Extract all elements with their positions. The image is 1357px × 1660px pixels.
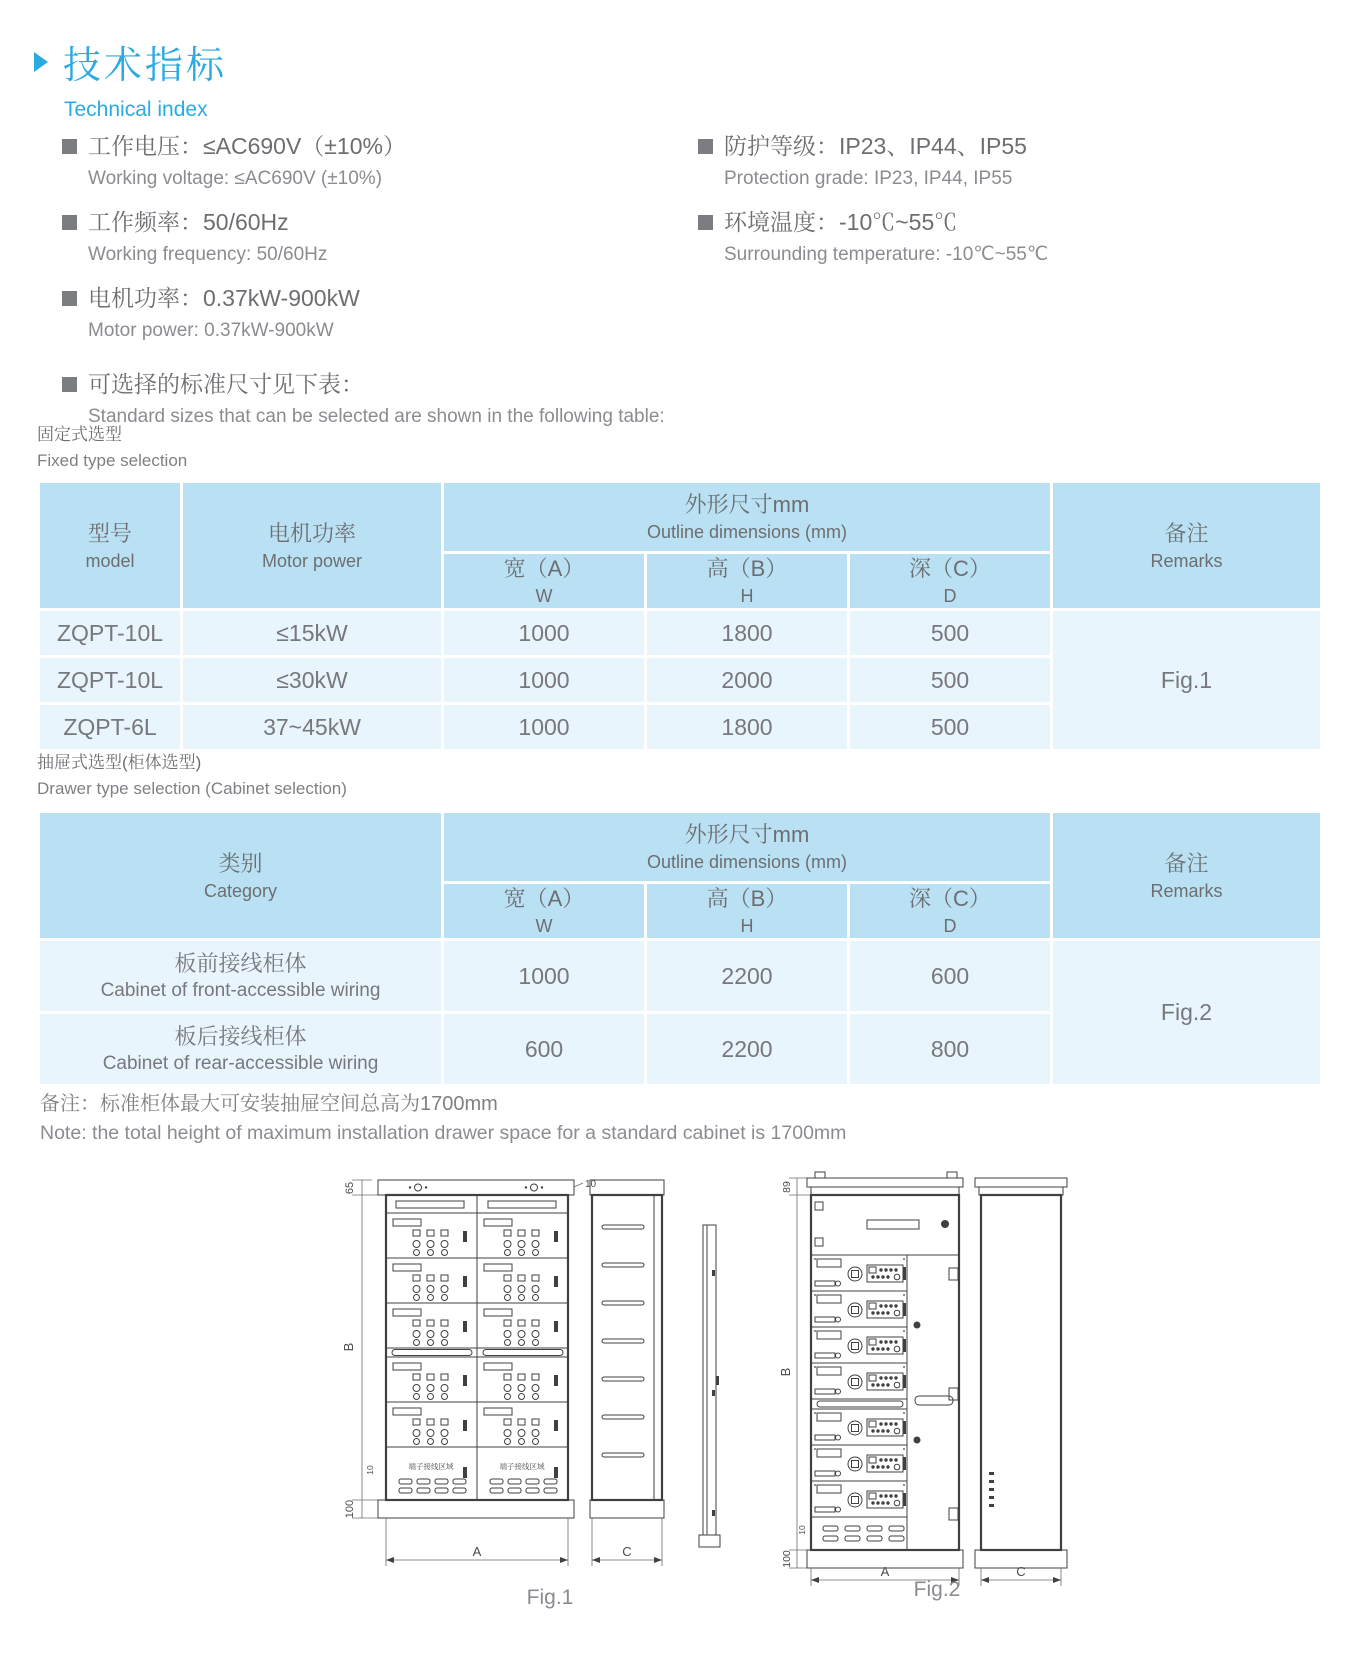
cell-height: 2000 [647, 658, 847, 702]
dim-label: 10 [797, 1525, 807, 1535]
spec-en-text: Working frequency: 50/60Hz [88, 244, 328, 265]
header-cn: 宽（A） [503, 886, 585, 911]
cell-height: 1800 [647, 611, 847, 655]
header-en: D [943, 916, 957, 936]
header-en: Remarks [1150, 550, 1223, 571]
section-title-cn: 固定式选型 [37, 425, 122, 444]
header-cn: 深（C） [909, 886, 991, 911]
header-cn: 备注 [1164, 520, 1209, 546]
section-title-en: Fixed type selection [37, 451, 188, 470]
spec-cn-text: 防护等级：IP23、IP44、IP55 [724, 133, 1027, 159]
header-cn: 类别 [218, 850, 263, 876]
header-en: Category [203, 880, 278, 901]
header-cn: 备注 [1164, 850, 1209, 876]
header-en: H [740, 586, 754, 606]
header-cn: 电机功率 [267, 520, 356, 546]
dim-label: 10 [585, 1179, 597, 1190]
col-header-height [647, 884, 847, 938]
category-en: Cabinet of rear-accessible wiring [102, 1052, 379, 1074]
fig2-drawing [695, 1120, 1080, 1600]
fig2-caption: Fig.2 [913, 1578, 961, 1601]
spec-en-text: Working voltage: ≤AC690V (±10%) [88, 168, 383, 189]
section-title-cn: 抽屉式选型(柜体选型) [37, 753, 202, 772]
spec-list-right [698, 128, 1318, 280]
cell-model: ZQPT-10L [40, 611, 180, 655]
bullet-square-icon [62, 377, 77, 392]
spec-en-text: Motor power: 0.37kW-900kW [88, 320, 334, 341]
spec-cn-text: 可选择的标准尺寸见下表： [88, 371, 364, 397]
header-en: D [943, 586, 957, 606]
bullet-square-icon [62, 291, 77, 306]
col-header-category [40, 813, 441, 938]
cell-remark: Fig.2 [1053, 941, 1320, 1084]
spec-surrounding-temperature [698, 204, 1318, 270]
cell-power: 37~45kW [183, 705, 441, 749]
col-header-remarks [1053, 813, 1320, 938]
cell-power: ≤30kW [183, 658, 441, 702]
cell-depth: 600 [850, 941, 1050, 1011]
cell-depth: 800 [850, 1014, 1050, 1084]
cell-width: 600 [444, 1014, 644, 1084]
bullet-square-icon [698, 215, 713, 230]
spec-cn-text: 环境温度：-10℃~55℃ [724, 209, 958, 235]
cell-depth: 500 [850, 658, 1050, 702]
col-header-depth [850, 554, 1050, 608]
cell-depth: 500 [850, 611, 1050, 655]
dim-label: C [1016, 1564, 1026, 1579]
dim-label: A [880, 1564, 890, 1579]
dim-label: 100 [344, 1499, 356, 1519]
dim-label: 89 [781, 1181, 793, 1193]
fig1-caption: Fig.1 [526, 1586, 574, 1609]
header-en: Motor power [261, 550, 363, 571]
spec-motor-power [62, 280, 682, 346]
header-en: Remarks [1150, 880, 1223, 901]
dim-label: C [622, 1544, 632, 1559]
spec-protection-grade [698, 128, 1318, 194]
header-en: W [535, 916, 553, 936]
col-header-height [647, 554, 847, 608]
page-title: 技术指标 [63, 45, 228, 87]
cell-width: 1000 [444, 705, 644, 749]
dim-label: A [472, 1544, 482, 1559]
header-en: model [85, 550, 135, 571]
dim-label: B [778, 1367, 793, 1377]
cell-category [40, 1014, 441, 1084]
spec-cn-text: 工作电压：≤AC690V（±10%） [88, 133, 406, 159]
col-header-remarks [1053, 483, 1320, 608]
cell-width: 1000 [444, 658, 644, 702]
spec-en-text: Surrounding temperature: -10℃~55℃ [724, 244, 1049, 265]
section-drawer-type [37, 750, 347, 802]
spec-working-frequency [62, 204, 682, 270]
spec-en-text: Standard sizes that can be selected are shown in the following table: [88, 406, 665, 427]
cell-depth: 500 [850, 705, 1050, 749]
dim-label: 100 [781, 1550, 793, 1568]
table-row [40, 941, 1320, 1011]
header-cn: 外形尺寸mm [684, 822, 810, 847]
bullet-square-icon [62, 139, 77, 154]
bullet-square-icon [62, 215, 77, 230]
cell-width: 1000 [444, 941, 644, 1011]
cell-model: ZQPT-10L [40, 658, 180, 702]
header-cn: 深（C） [909, 556, 991, 581]
dim-label: 65 [344, 1181, 356, 1195]
drawer-type-table [37, 810, 1323, 1087]
section-title-en: Drawer type selection (Cabinet selection) [37, 779, 347, 798]
section-arrow-icon [34, 52, 48, 72]
cell-height: 2200 [647, 941, 847, 1011]
note-cn: 备注：标准柜体最大可安装抽屉空间总高为1700mm [40, 1093, 498, 1115]
page-subtitle: Technical index [64, 98, 208, 121]
fig1-drawing: 端子接线区域 65 B 10 100 10 A C [340, 1150, 680, 1590]
header-en: W [535, 586, 553, 606]
table-row [40, 611, 1320, 655]
spec-working-voltage [62, 128, 682, 194]
cell-height: 2200 [647, 1014, 847, 1084]
spec-cn-text: 电机功率：0.37kW-900kW [88, 285, 360, 311]
cell-remark: Fig.1 [1053, 611, 1320, 749]
cell-power: ≤15kW [183, 611, 441, 655]
dim-label: B [341, 1342, 356, 1352]
header-cn: 型号 [87, 520, 132, 546]
header-cn: 高（B） [706, 556, 788, 581]
category-en: Cabinet of front-accessible wiring [100, 979, 381, 1001]
bullet-square-icon [698, 139, 713, 154]
spec-list-left [62, 128, 682, 442]
header-en: H [740, 916, 754, 936]
category-cn: 板后接线柜体 [174, 1023, 307, 1049]
header-en: Outline dimensions (mm) [646, 852, 848, 872]
cell-category [40, 941, 441, 1011]
note-en: Note: the total height of maximum installation drawer space for a standard cabinet is 1700mm [40, 1122, 847, 1144]
spec-en-text: Protection grade: IP23, IP44, IP55 [724, 168, 1013, 189]
col-header-width [444, 554, 644, 608]
cell-model: ZQPT-6L [40, 705, 180, 749]
cell-width: 1000 [444, 611, 644, 655]
col-header-outline-dimensions [444, 813, 1050, 881]
dim-label: 10 [365, 1465, 375, 1475]
header-cn: 外形尺寸mm [684, 492, 810, 517]
col-header-outline-dimensions [444, 483, 1050, 551]
col-header-width [444, 884, 644, 938]
category-cn: 板前接线柜体 [174, 950, 307, 976]
spec-cn-text: 工作频率：50/60Hz [88, 209, 289, 235]
header-cn: 高（B） [706, 886, 788, 911]
fixed-type-table [37, 480, 1323, 752]
cell-height: 1800 [647, 705, 847, 749]
page-header [34, 34, 227, 122]
section-fixed-type [37, 422, 187, 474]
header-cn: 宽（A） [503, 556, 585, 581]
col-header-depth [850, 884, 1050, 938]
col-header-model [40, 483, 180, 608]
col-header-motor-power [183, 483, 441, 608]
header-en: Outline dimensions (mm) [646, 522, 848, 542]
